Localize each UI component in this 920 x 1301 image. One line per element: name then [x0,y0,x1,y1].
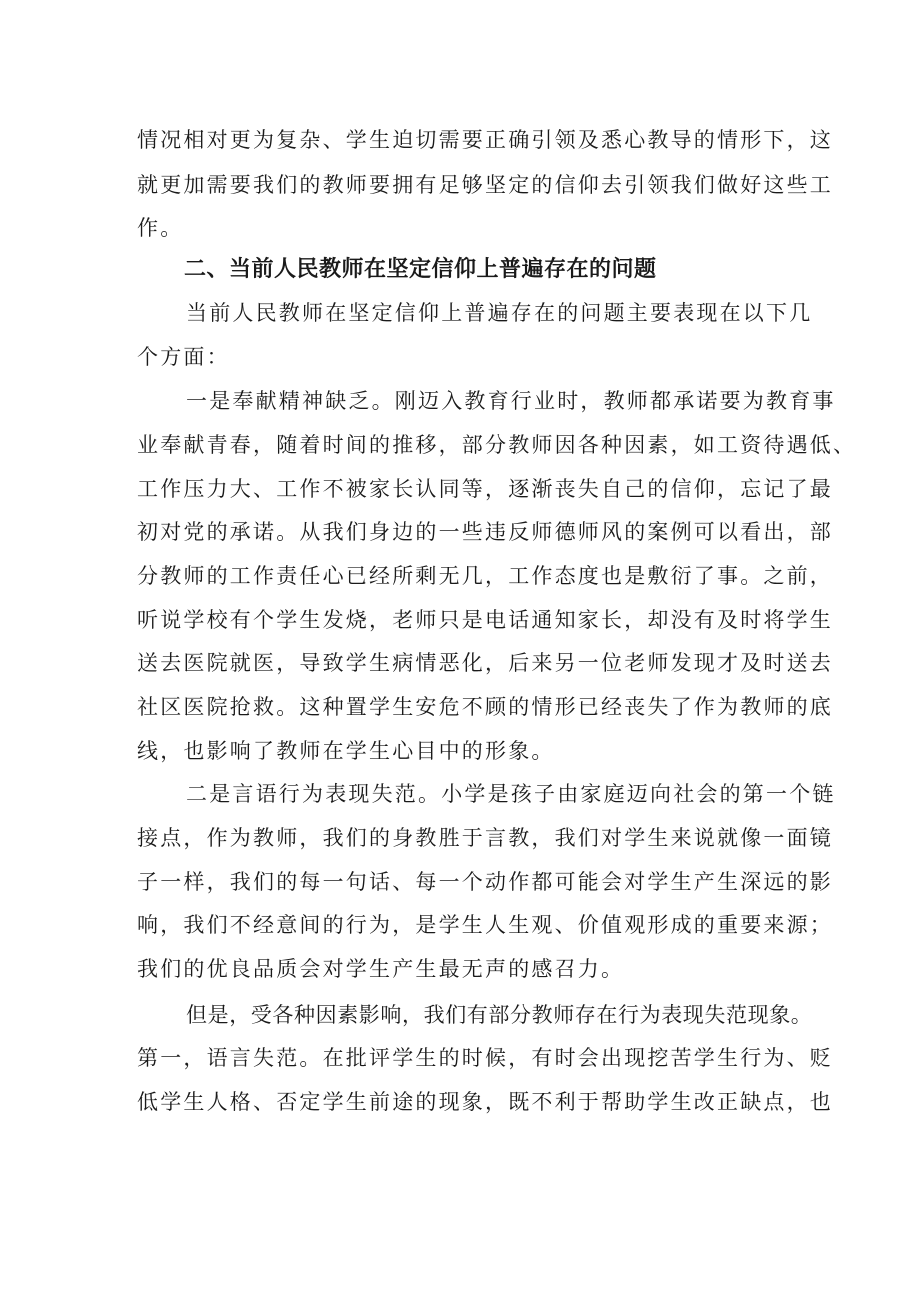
text-line: 就更加需要我们的教师要拥有足够坚定的信仰去引领我们做好这些工 [137,173,833,197]
text-line: 低学生人格、否定学生前途的现象，既不利于帮助学生改正缺点，也 [137,1090,833,1114]
text-line: 一是奉献精神缺乏。刚迈入教育行业时，教师都承诺要为教育事 [186,389,836,413]
text-line: 作。 [137,216,184,240]
text-line: 工作压力大、工作不被家长认同等，逐渐丧失自己的信仰，忘记了最 [137,477,833,501]
section-heading: 二、当前人民教师在坚定信仰上普遍存在的问题 [184,257,657,282]
text-line: 社区医院抢救。这种置学生安危不顾的情形已经丧失了作为教师的底 [137,695,833,719]
text-line: 但是，受各种因素影响，我们有部分教师存在行为表现失范现象。 [186,1003,813,1027]
text-line: 二是言语行为表现失范。小学是孩子由家庭迈向社会的第一个链 [186,782,836,806]
text-line: 当前人民教师在坚定信仰上普遍存在的问题主要表现在以下几 [186,301,813,325]
text-line: 我们的优良品质会对学生产生最无声的感召力。 [137,957,625,981]
text-line: 个方面： [137,345,230,369]
text-line: 初对党的承诺。从我们身边的一些违反师德师风的案例可以看出，部 [137,520,833,544]
text-line: 业奉献青春，随着时间的推移，部分教师因各种因素，如工资待遇低、 [137,433,857,457]
text-line: 第一，语言失范。在批评学生的时候，有时会出现挖苦学生行为、贬 [137,1046,833,1070]
text-line: 子一样，我们的每一句话、每一个动作都可能会对学生产生深远的影 [137,870,833,894]
text-line: 线，也影响了教师在学生心目中的形象。 [137,739,555,763]
text-line: 送去医院就医，导致学生病情恶化，后来另一位老师发现才及时送去 [137,651,833,675]
text-line: 听说学校有个学生发烧，老师只是电话通知家长，却没有及时将学生 [137,608,833,632]
text-line: 接点，作为教师，我们的身教胜于言教，我们对学生来说就像一面镜 [137,826,833,850]
text-line: 分教师的工作责任心已经所剩无几，工作态度也是敷衍了事。之前， [137,564,833,588]
text-line: 响，我们不经意间的行为，是学生人生观、价值观形成的重要来源； [137,913,833,937]
text-line: 情况相对更为复杂、学生迫切需要正确引领及悉心教导的情形下，这 [137,128,833,152]
